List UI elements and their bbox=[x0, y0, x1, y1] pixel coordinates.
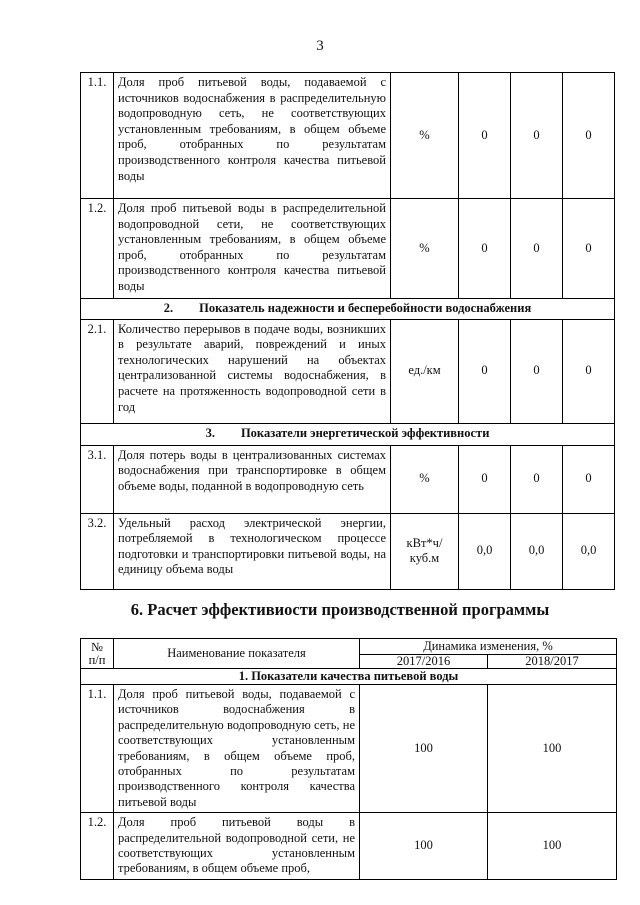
value-cell: 0 bbox=[511, 199, 563, 299]
indicator-name: Удельный расход электрической энергии, потребляемой в технологическом процессе подготовки и транспортировки питьевой воды, на единицу объема воды bbox=[114, 513, 391, 589]
value-cell: 0,0 bbox=[563, 513, 615, 589]
value-cell: 0 bbox=[459, 199, 511, 299]
section-number: 2. bbox=[163, 301, 174, 315]
unit-cell: ед./км bbox=[391, 319, 459, 423]
table-row bbox=[81, 813, 617, 880]
value-cell: 0 bbox=[511, 319, 563, 423]
table-row bbox=[81, 199, 615, 299]
header-dynamics: Динамика изменения, % bbox=[360, 639, 617, 655]
row-number: 1.1. bbox=[81, 73, 114, 199]
value-cell: 0 bbox=[563, 73, 615, 199]
value-cell: 100 bbox=[360, 685, 488, 813]
indicator-name: Доля проб питьевой воды в распределительной водопроводной сети, не соответствующих установленным требованиям, в общем объеме проб, bbox=[114, 813, 360, 880]
unit-cell: % bbox=[391, 73, 459, 199]
header-num: № п/п bbox=[81, 639, 114, 669]
table-row bbox=[81, 445, 615, 513]
indicator-name: Доля потерь воды в централизованных системах водоснабжения при транспортировке в общем объеме воды, поданной в водопроводную сеть bbox=[114, 445, 391, 513]
table-row bbox=[81, 513, 615, 589]
indicators-table bbox=[80, 72, 615, 590]
indicator-name: Доля проб питьевой воды, подаваемой с источников водоснабжения в распределительную водопроводную сеть, не соответствующих установленным требованиям, в общем объеме проб, отобранных по результатам производственного контроля качества питьевой воды bbox=[114, 73, 391, 199]
section-title: Показатель надежности и бесперебойности водоснабжения bbox=[199, 301, 532, 315]
value-cell: 0 bbox=[563, 319, 615, 423]
section-heading: 1. Показатели качества питьевой воды bbox=[81, 669, 617, 685]
value-cell: 100 bbox=[488, 813, 617, 880]
indicator-name: Количество перерывов в подаче воды, возникших в результате аварий, повреждений и иных технологических нарушений на объектах централизованной системы водоснабжения, в расчете на протяженность водопроводной сети в год bbox=[114, 319, 391, 423]
section-6-title: 6. Расчет эффективиости производственной программы bbox=[130, 600, 550, 619]
value-cell: 0 bbox=[459, 445, 511, 513]
value-cell: 0 bbox=[459, 319, 511, 423]
section-heading bbox=[81, 423, 615, 445]
section-row bbox=[81, 423, 615, 445]
value-cell: 0 bbox=[563, 445, 615, 513]
value-cell: 0 bbox=[511, 445, 563, 513]
indicator-name: Доля проб питьевой воды, подаваемой с источников водоснабжения в распределительную водопроводную сеть, не соответствующих установленным требованиям, в общем объеме проб, отобранных по результатам производственного контроля качества питьевой воды bbox=[114, 685, 360, 813]
row-number: 1.1. bbox=[81, 685, 114, 813]
section-number: 3. bbox=[205, 426, 215, 441]
row-number: 2.1. bbox=[81, 319, 114, 423]
indicator-name: Доля проб питьевой воды в распределительной водопроводной сети, не соответствующих установленным требованиям, в общем объеме проб, отобранных по результатам производственного контроля качества питьевой воды bbox=[114, 199, 391, 299]
value-cell: 100 bbox=[360, 813, 488, 880]
value-cell: 0 bbox=[459, 73, 511, 199]
unit-cell: кВт*ч/ куб.м bbox=[391, 513, 459, 589]
unit-cell: % bbox=[391, 199, 459, 299]
table-row bbox=[81, 319, 615, 423]
value-cell: 0,0 bbox=[459, 513, 511, 589]
table-row bbox=[81, 73, 615, 199]
row-number: 1.2. bbox=[81, 199, 114, 299]
section-heading bbox=[81, 299, 615, 320]
row-number: 3.2. bbox=[81, 513, 114, 589]
efficiency-table bbox=[80, 638, 617, 880]
section-title: Показатели энергетической эффективности bbox=[240, 426, 490, 441]
value-cell: 0 bbox=[563, 199, 615, 299]
table-row bbox=[81, 685, 617, 813]
value-cell: 100 bbox=[488, 685, 617, 813]
section-row bbox=[81, 299, 615, 320]
row-number: 1.2. bbox=[81, 813, 114, 880]
row-number: 3.1. bbox=[81, 445, 114, 513]
value-cell: 0,0 bbox=[511, 513, 563, 589]
page-number: 3 bbox=[316, 38, 324, 54]
header-year-1: 2017/2016 bbox=[360, 655, 488, 669]
value-cell: 0 bbox=[511, 73, 563, 199]
header-name: Наименование показателя bbox=[114, 639, 360, 669]
unit-cell: % bbox=[391, 445, 459, 513]
header-year-2: 2018/2017 bbox=[488, 655, 617, 669]
